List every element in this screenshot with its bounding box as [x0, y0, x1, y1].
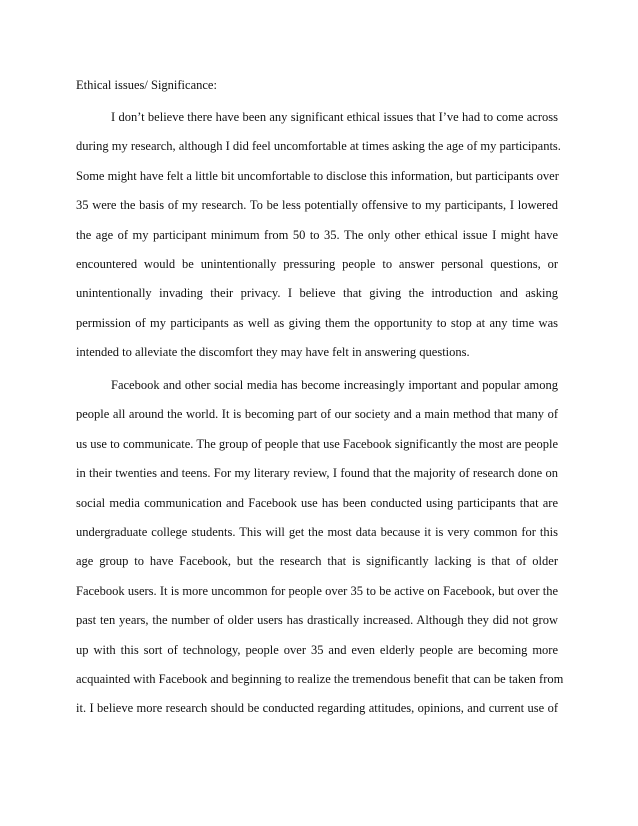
text-line: social media communication and Facebook use has been conducted using participants that are [76, 495, 558, 510]
text-line: Facebook and other social media has become increasingly important and popular among [111, 378, 558, 392]
text-line: it. I believe more research should be conducted regarding attitudes, opinions, and current use of [76, 701, 558, 716]
text-line: us use to communicate. The group of people that use Facebook significantly the most are people [76, 436, 558, 451]
paragraph-significance [76, 371, 564, 724]
text-line: past ten years, the number of older users has drastically increased. Although they did not grow [76, 613, 558, 628]
text-line: permission of my participants as well as giving them the opportunity to stop at any time was [76, 315, 558, 330]
text-line: the age of my participant minimum from 50 to 35. The only other ethical issue I might have [76, 227, 558, 242]
text-line: age group to have Facebook, but the research that is significantly lacking is that of older [76, 554, 558, 569]
section-heading: Ethical issues/ Significance: [76, 78, 217, 92]
text-line: encountered would be unintentionally pressuring people to answer personal questions, or [76, 256, 558, 271]
text-line: during my research, although I did feel uncomfortable at times asking the age of my participants. [76, 139, 561, 154]
paragraph-ethical-issues [76, 103, 561, 368]
text-line: in their twenties and teens. For my literary review, I found that the majority of research done on [76, 466, 558, 481]
text-line: Facebook users. It is more uncommon for people over 35 to be active on Facebook, but over the [76, 583, 558, 598]
text-line: acquainted with Facebook and beginning to realize the tremendous benefit that can be taken from [76, 671, 564, 686]
text-line: unintentionally invading their privacy. I believe that giving the introduction and asking [76, 286, 558, 301]
text-line: people all around the world. It is becoming part of our society and a main method that many of [76, 407, 558, 422]
text-line: intended to alleviate the discomfort they may have felt in answering questions. [76, 345, 470, 360]
text-line: Some might have felt a little bit uncomfortable to disclose this information, but participants over [76, 168, 559, 183]
text-line: up with this sort of technology, people over 35 and even elderly people are becoming more [76, 642, 558, 657]
text-line: 35 were the basis of my research. To be less potentially offensive to my participants, I lowered [76, 198, 558, 213]
text-line: I don’t believe there have been any significant ethical issues that I’ve had to come across [111, 110, 558, 124]
text-line: undergraduate college students. This will get the most data because it is very common for this [76, 524, 558, 539]
